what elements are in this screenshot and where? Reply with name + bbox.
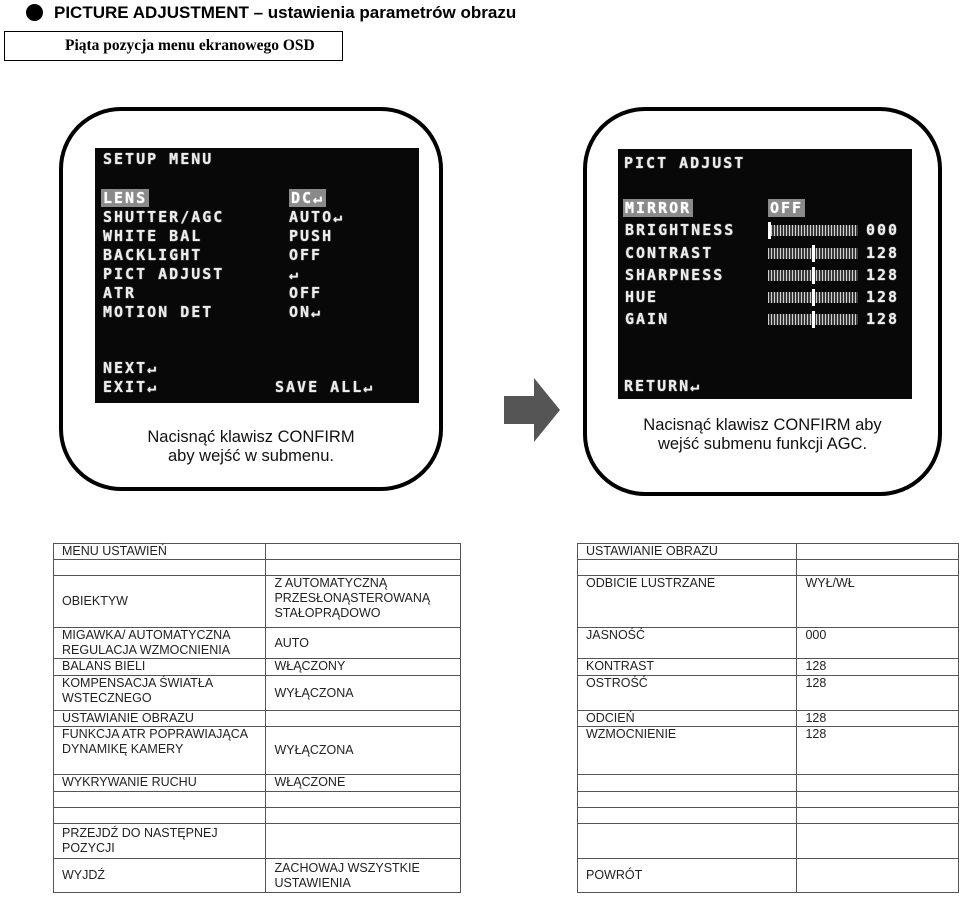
menu-value-motion-det: ON↵ [289,303,323,321]
menu-item-next[interactable]: NEXT↵ [103,359,159,377]
caption-line: aby wejść w submenu. [168,447,334,465]
table-cell: Z AUTOMATYCZNĄ PRZESŁONĄSTEROWANĄ STAŁOPRĄDOWO [266,576,461,628]
menu-value-atr: OFF [289,284,323,302]
menu-item-mirror[interactable]: MIRROR [625,199,692,217]
table-cell: JASNOŚĆ [578,628,797,659]
slider-label-sharpness[interactable]: SHARPNESS [625,266,725,284]
menu-value-backlight: OFF [289,246,323,264]
menu-item-backlight[interactable]: BACKLIGHT [103,246,203,264]
table-cell [266,560,461,576]
table-cell: ZACHOWAJ WSZYSTKIE USTAWIENIA [266,859,461,893]
table-cell: WŁĄCZONY [266,659,461,676]
table-cell [578,824,797,859]
table-cell: FUNKCJA ATR POPRAWIAJĄCA DYNAMIKĘ KAMERY [54,727,266,775]
pict-adjust-screen [618,149,912,399]
table-cell: WŁĄCZONE [266,775,461,792]
gain-slider[interactable] [768,314,858,325]
menu-value-white-bal: PUSH [289,227,334,245]
table-cell: WYŁĄCZONA [266,676,461,711]
table-cell: KONTRAST [578,659,797,676]
page-subtitle: Piąta pozycja menu ekranowego OSD [4,31,343,61]
table-cell [266,792,461,808]
table-cell: OBIEKTYW [54,576,266,628]
caption-line: Nacisnąć klawisz CONFIRM aby [643,416,882,434]
slider-label-hue[interactable]: HUE [625,288,659,306]
menu-item-save-all[interactable]: SAVE ALL↵ [275,378,375,396]
table-header-empty [797,544,959,560]
table-cell [578,560,797,576]
table-cell: USTAWIANIE OBRAZU [54,711,266,727]
pict-adjust-caption [587,416,938,454]
table-cell: KOMPENSACJA ŚWIATŁA WSTECZNEGO [54,676,266,711]
table-cell [54,792,266,808]
slider-value-hue: 128 [866,288,900,306]
table-cell [797,775,959,792]
table-cell: WYŁ/WŁ [797,576,959,628]
table-cell: WYŁĄCZONA [266,727,461,775]
table-cell: 128 [797,676,959,711]
table-cell: 128 [797,711,959,727]
caption-line: Nacisnąć klawisz CONFIRM [147,428,355,446]
page-title: PICTURE ADJUSTMENT – ustawienia parametrów obrazu [54,3,517,22]
table-cell [797,808,959,824]
menu-settings-table [53,543,461,893]
table-cell [797,824,959,859]
table-cell: WZMOCNIENIE [578,727,797,775]
slider-value-gain: 128 [866,310,900,328]
menu-value-shutter-agc: AUTO↵ [289,208,345,226]
slider-value-sharpness: 128 [866,266,900,284]
table-header: USTAWIANIE OBRAZU [578,544,797,560]
contrast-slider[interactable] [768,248,858,259]
table-header: MENU USTAWIEŃ [54,544,266,560]
osd-title: SETUP MENU [103,150,214,168]
menu-value-mirror: OFF [770,199,804,217]
slider-knob[interactable] [768,222,771,239]
table-cell: 128 [797,659,959,676]
slider-knob[interactable] [812,245,815,262]
table-cell: BALANS BIELI [54,659,266,676]
table-header-empty [266,544,461,560]
brightness-slider[interactable] [768,225,858,236]
menu-item-return[interactable]: RETURN↵ [624,377,702,395]
slider-label-brightness[interactable]: BRIGHTNESS [625,221,736,239]
table-cell [266,711,461,727]
table-cell [797,792,959,808]
menu-item-motion-det[interactable]: MOTION DET [103,303,214,321]
table-cell: ODCIEŃ [578,711,797,727]
table-cell [266,824,461,859]
table-cell: AUTO [266,628,461,659]
arrow-right-icon [504,378,560,442]
table-cell: 128 [797,727,959,775]
slider-label-contrast[interactable]: CONTRAST [625,244,714,262]
hue-slider[interactable] [768,292,858,303]
table-cell: ODBICIE LUSTRZANE [578,576,797,628]
table-cell: OSTROŚĆ [578,676,797,711]
table-cell [54,808,266,824]
menu-item-pict-adjust[interactable]: PICT ADJUST [103,265,225,283]
sharpness-slider[interactable] [768,270,858,281]
slider-knob[interactable] [812,267,815,284]
caption-line: wejść submenu funkcji AGC. [657,435,868,453]
slider-knob[interactable] [812,311,815,328]
table-cell [797,560,959,576]
slider-label-gain[interactable]: GAIN [625,310,670,328]
menu-value-lens: DC↵ [291,189,325,207]
slider-value-brightness: 000 [866,221,900,239]
osd-title: PICT ADJUST [624,154,746,172]
slider-value-contrast: 128 [866,244,900,262]
bullet-icon [26,4,43,21]
menu-item-lens[interactable]: LENS [103,189,148,207]
table-cell: PRZEJDŹ DO NASTĘPNEJ POZYCJI [54,824,266,859]
table-cell: 000 [797,628,959,659]
slider-knob[interactable] [812,289,815,306]
table-cell [578,792,797,808]
setup-menu-caption [63,428,439,466]
menu-item-atr[interactable]: ATR [103,284,137,302]
table-cell [578,808,797,824]
table-cell: MIGAWKA/ AUTOMATYCZNA REGULACJA WZMOCNIENIA [54,628,266,659]
picture-settings-table [577,543,959,893]
table-cell [54,560,266,576]
table-cell [578,775,797,792]
menu-value-pict-adjust: ↵ [289,265,301,283]
table-cell: WYKRYWANIE RUCHU [54,775,266,792]
setup-menu-screen [95,148,419,403]
table-cell: POWRÓT [578,859,797,893]
table-cell: WYJDŹ [54,859,266,893]
table-cell [797,859,959,893]
table-cell [266,808,461,824]
menu-item-exit[interactable]: EXIT↵ [103,378,159,396]
menu-item-shutter-agc[interactable]: SHUTTER/AGC [103,208,225,226]
menu-item-white-bal[interactable]: WHITE BAL [103,227,203,245]
